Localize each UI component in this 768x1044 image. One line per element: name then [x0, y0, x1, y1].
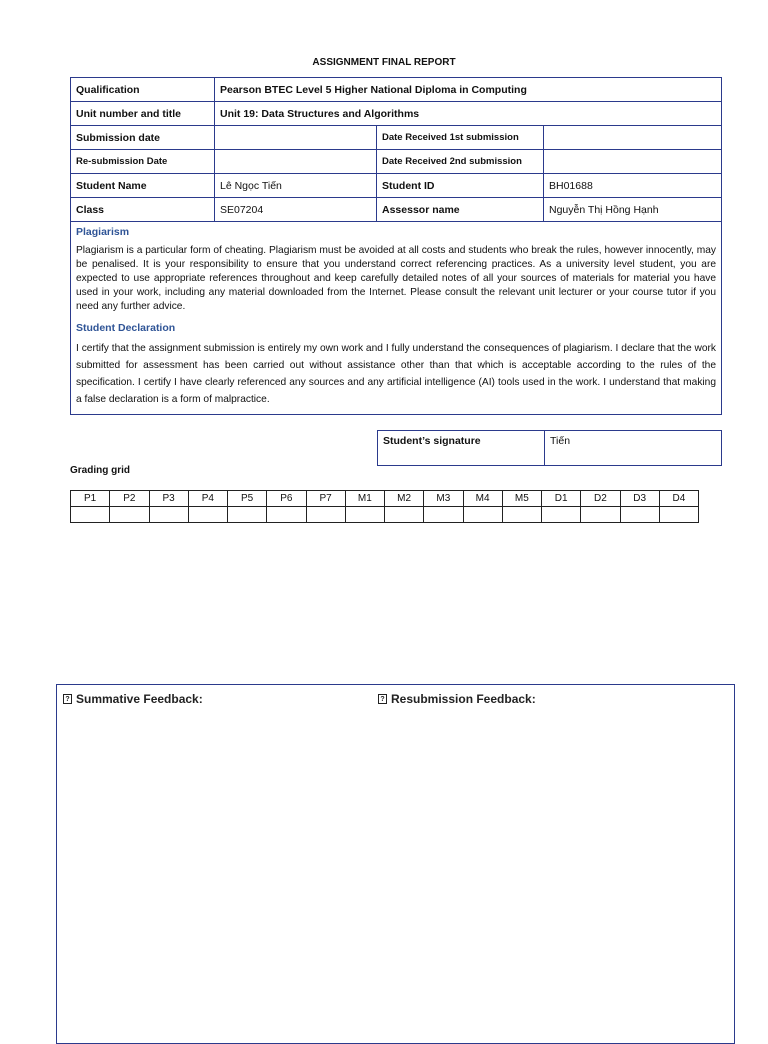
- grading-grid-label: Grading grid: [70, 465, 130, 476]
- criterion-m5: M5: [502, 491, 541, 507]
- grading-values-row: [71, 507, 699, 523]
- student-name-value[interactable]: Lê Ngọc Tiến: [215, 174, 377, 198]
- unit-label: Unit number and title: [71, 102, 215, 126]
- grade-cell-p7[interactable]: [306, 507, 345, 523]
- qualification-label: Qualification: [71, 78, 215, 102]
- grade-cell-p1[interactable]: [71, 507, 110, 523]
- criterion-p7: P7: [306, 491, 345, 507]
- student-id-label: Student ID: [377, 174, 544, 198]
- declaration-heading: Student Declaration: [76, 322, 176, 334]
- grade-cell-p3[interactable]: [149, 507, 188, 523]
- plagiarism-declaration-row: [71, 222, 722, 415]
- grade-cell-m1[interactable]: [345, 507, 384, 523]
- criterion-m1: M1: [345, 491, 384, 507]
- grade-cell-p5[interactable]: [228, 507, 267, 523]
- unit-value: Unit 19: Data Structures and Algorithms: [215, 102, 722, 126]
- submission-date-row: [71, 126, 722, 150]
- resubmission-date-label: Re-submission Date: [71, 150, 215, 174]
- criterion-p5: P5: [228, 491, 267, 507]
- summative-feedback-header: [63, 692, 203, 706]
- signature-label: Student’s signature: [378, 431, 545, 466]
- criterion-d2: D2: [581, 491, 620, 507]
- date-received-1-value[interactable]: [544, 126, 722, 150]
- criterion-d4: D4: [659, 491, 698, 507]
- criterion-d3: D3: [620, 491, 659, 507]
- qualification-value: Pearson BTEC Level 5 Higher National Diploma in Computing: [215, 78, 722, 102]
- plagiarism-declaration-block: [71, 222, 722, 415]
- criterion-p1: P1: [71, 491, 110, 507]
- criterion-p6: P6: [267, 491, 306, 507]
- class-value[interactable]: SE07204: [215, 198, 377, 222]
- grading-criteria-row: [71, 491, 699, 507]
- grade-cell-d4[interactable]: [659, 507, 698, 523]
- criterion-m2: M2: [385, 491, 424, 507]
- resubmission-feedback-label: Resubmission Feedback:: [391, 692, 536, 706]
- grade-cell-p4[interactable]: [188, 507, 227, 523]
- info-table: [70, 77, 722, 415]
- student-row: [71, 174, 722, 198]
- feedback-box[interactable]: [56, 684, 735, 1044]
- plagiarism-text: Plagiarism is a particular form of cheating. Plagiarism must be avoided at all costs and students who break the rules, however innocently, may be penalised. It is your responsibility to ensure that you understand correct referencing practices. As a university level student, you are expected to use appropriate references throughout and keep carefully detailed notes of all your sources of materials for material you have used in your work, including any material downloaded from the Internet. Please consult the relevant unit lecturer or your course tutor if you need any further advice.: [76, 245, 717, 312]
- grade-cell-d1[interactable]: [542, 507, 581, 523]
- date-received-2-label: Date Received 2nd submission: [377, 150, 544, 174]
- grade-cell-d3[interactable]: [620, 507, 659, 523]
- resubmission-date-value[interactable]: [215, 150, 377, 174]
- declaration-text: I certify that the assignment submission is entirely my own work and I fully understand the consequences of plagiarism. I declare that the work submitted for assessment has been carried out without assistance other than that which is acceptable according to the rules of the specification. I certify I have clearly referenced any sources and any artificial intelligence (AI) tools used in the work. I understand that making a false declaration is a form of malpractice.: [76, 343, 717, 405]
- grade-cell-m5[interactable]: [502, 507, 541, 523]
- criterion-p3: P3: [149, 491, 188, 507]
- submission-date-value[interactable]: [215, 126, 377, 150]
- resubmission-feedback-header: [378, 692, 536, 706]
- qualification-row: [71, 78, 722, 102]
- criterion-p4: P4: [188, 491, 227, 507]
- criterion-p2: P2: [110, 491, 149, 507]
- resubmission-date-row: [71, 150, 722, 174]
- signature-table: [377, 430, 722, 466]
- class-row: [71, 198, 722, 222]
- grade-cell-d2[interactable]: [581, 507, 620, 523]
- assessor-label: Assessor name: [377, 198, 544, 222]
- class-label: Class: [71, 198, 215, 222]
- student-name-label: Student Name: [71, 174, 215, 198]
- date-received-2-value[interactable]: [544, 150, 722, 174]
- criterion-m3: M3: [424, 491, 463, 507]
- student-id-value[interactable]: BH01688: [544, 174, 722, 198]
- grade-cell-m4[interactable]: [463, 507, 502, 523]
- checkbox-icon: ?: [378, 694, 387, 704]
- checkbox-icon: ?: [63, 694, 72, 704]
- plagiarism-heading: Plagiarism: [76, 226, 130, 238]
- assessor-value[interactable]: Nguyễn Thị Hồng Hạnh: [544, 198, 722, 222]
- date-received-1-label: Date Received 1st submission: [377, 126, 544, 150]
- unit-row: [71, 102, 722, 126]
- grade-cell-m2[interactable]: [385, 507, 424, 523]
- grade-cell-p2[interactable]: [110, 507, 149, 523]
- report-title: ASSIGNMENT FINAL REPORT: [312, 57, 456, 68]
- criterion-d1: D1: [542, 491, 581, 507]
- signature-row: [378, 431, 722, 466]
- grading-grid: [70, 490, 699, 523]
- summative-feedback-label: Summative Feedback:: [76, 692, 203, 706]
- grade-cell-p6[interactable]: [267, 507, 306, 523]
- submission-date-label: Submission date: [71, 126, 215, 150]
- grade-cell-m3[interactable]: [424, 507, 463, 523]
- criterion-m4: M4: [463, 491, 502, 507]
- signature-value[interactable]: Tiến: [545, 431, 722, 466]
